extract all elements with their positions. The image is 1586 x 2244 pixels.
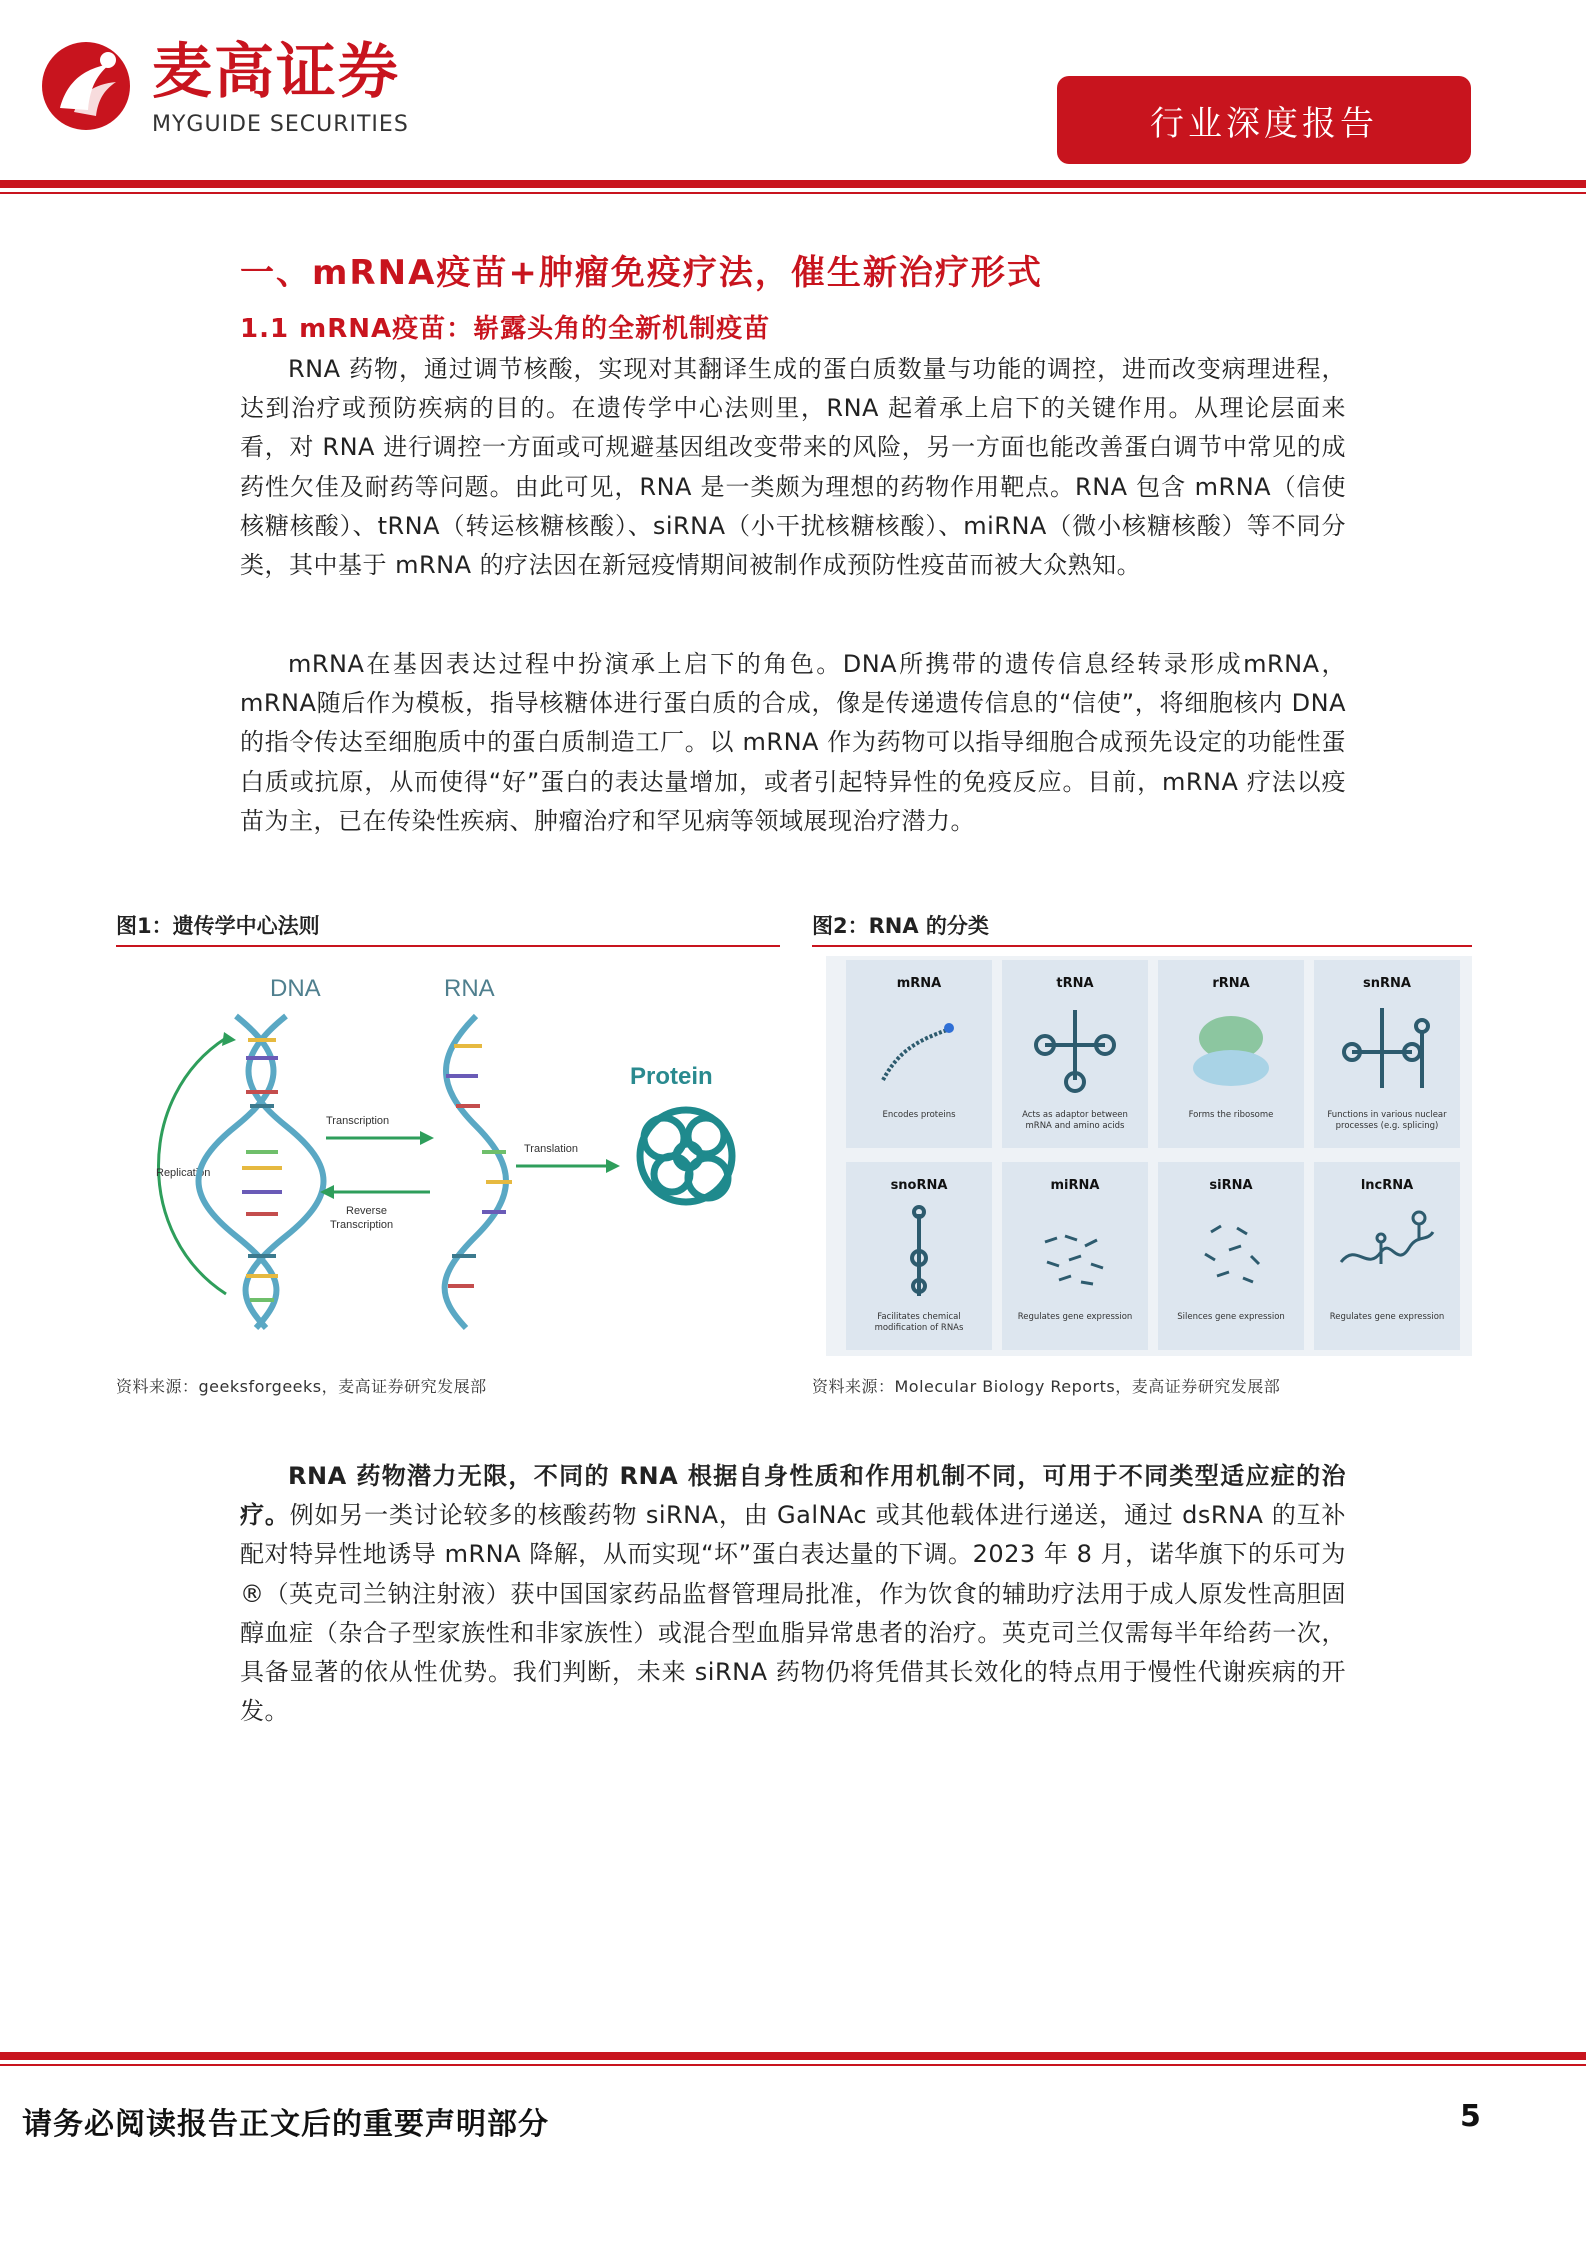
figure2-title: 图2：RNA 的分类 (812, 914, 989, 938)
figure1-title-rule (116, 945, 780, 947)
rna-card-name: snRNA (1363, 976, 1411, 991)
figure2-rna-classification-grid (826, 956, 1472, 1356)
rna-card-snrna (1314, 960, 1460, 1148)
rna-card-name: lncRNA (1360, 1178, 1414, 1193)
protein-label: Protein (630, 1063, 713, 1090)
rna-card-desc: Silences gene expression (1177, 1312, 1285, 1322)
page-number: 5 (1460, 2099, 1481, 2134)
rna-card-snorna (846, 1162, 992, 1350)
snrna-icon (1337, 1000, 1437, 1100)
rna-strand (445, 1016, 512, 1328)
reverse-transcription-label: Transcription (330, 1219, 394, 1231)
rna-card-lncrna (1314, 1162, 1460, 1350)
mrna-icon (869, 1000, 969, 1100)
rna-card-name: rRNA (1212, 976, 1250, 991)
dna-helix (199, 1016, 324, 1328)
transcription-arrowhead (420, 1131, 434, 1145)
rna-card-name: snoRNA (890, 1178, 948, 1193)
figure1-title: 图1：遗传学中心法则 (116, 914, 320, 938)
body-paragraph-3-rest: 例如另一类讨论较多的核酸药物 siRNA，由 GalNAc 或其他载体进行递送，通过 dsRNA 的互补配对特异性地诱导 mRNA 降解，从而实现“坏”蛋白表达量的下调。2023 年 8 月，诺华旗下的乐可为®（英克司兰钠注射液）获中国国家药品监督管理局批准，作为饮食的辅助疗法用于成人原发性高胆固醇血症（杂合子型家族性和非家族性）或混合型血脂异常患者的治疗。英克司兰仅需每半年给药一次，具备显著的依从性优势。我们判断，未来 siRNA 药物仍将凭借其长效化的特点用于慢性代谢疾病的开发。 (240, 1501, 1346, 1726)
brand-name-cn: 麦高证券 (152, 37, 400, 107)
disclaimer-note: 请务必阅读报告正文后的重要声明部分 (22, 2107, 549, 2142)
rna-card-name: siRNA (1209, 1178, 1253, 1193)
figure2-title-rule (812, 945, 1472, 947)
rna-card-desc: Forms the ribosome (1188, 1110, 1274, 1120)
rna-card-name: mRNA (896, 976, 942, 991)
brand-name-en: MYGUIDE SECURITIES (152, 112, 409, 137)
protein-blob (640, 1110, 732, 1202)
rna-card-desc: Acts as adaptor between mRNA and amino acids (1022, 1110, 1128, 1131)
rna-card-rrna (1158, 960, 1304, 1148)
dna-label: DNA (270, 975, 321, 1002)
header-divider-thin (0, 192, 1586, 194)
section-heading: 一、mRNA疫苗+肿瘤免疫疗法，催生新治疗形式 (240, 253, 1043, 293)
body-paragraph-2: mRNA在基因表达过程中扮演承上启下的角色。DNA所携带的遗传信息经转录形成mRNA，mRNA随后作为模板，指导核糖体进行蛋白质的合成，像是传递遗传信息的“信使”，将细胞核内 DNA 的指令传达至细胞质中的蛋白质制造工厂。以 mRNA 作为药物可以指导细胞合成预先设定的功能性蛋白质或抗原，从而使得“好”蛋白的表达量增加，或者引起特异性的免疫反应。目前，mRNA 疗法以疫苗为主，已在传染性疾病、肿瘤治疗和罕见病等领域展现治疗潜力。 (240, 650, 1346, 835)
rna-card-mrna (846, 960, 992, 1148)
rna-card-desc: Facilitates chemical modification of RNAs (874, 1312, 964, 1333)
subsection-heading: 1.1 mRNA疫苗：崭露头角的全新机制疫苗 (240, 314, 771, 344)
rna-card-desc: Functions in various nuclear processes (e.g. splicing) (1327, 1110, 1447, 1131)
trna-icon (1025, 1000, 1125, 1100)
rna-label: RNA (444, 975, 495, 1002)
rna-card-mirna (1002, 1162, 1148, 1350)
translation-arrowhead (606, 1159, 620, 1173)
rna-card-desc: Regulates gene expression (1329, 1312, 1445, 1322)
replication-arrow (159, 1038, 227, 1294)
reverse-label: Reverse (346, 1205, 387, 1217)
sirna-icon (1181, 1202, 1281, 1302)
rna-card-desc: Encodes proteins (882, 1110, 956, 1120)
rna-card-name: tRNA (1056, 976, 1094, 991)
mirna-icon (1025, 1202, 1125, 1302)
figure1-central-dogma-diagram (116, 956, 780, 1356)
replication-label: Replication (156, 1167, 211, 1179)
replication-arrowhead (222, 1032, 236, 1046)
footer-divider-thin (0, 2064, 1586, 2066)
body-paragraph-3 (240, 1457, 1346, 1731)
rna-card-sirna (1158, 1162, 1304, 1350)
translation-label: Translation (524, 1143, 579, 1155)
rna-card-trna (1002, 960, 1148, 1148)
lncrna-icon (1337, 1202, 1437, 1302)
company-logo-mark (38, 38, 134, 134)
snorna-icon (869, 1202, 969, 1302)
header-divider (0, 180, 1586, 188)
report-type-badge: 行业深度报告 (1057, 76, 1471, 164)
rna-card-desc: Regulates gene expression (1017, 1312, 1133, 1322)
footer-divider (0, 2052, 1586, 2060)
rna-card-name: miRNA (1050, 1178, 1100, 1193)
figure1-source: 资料来源：geeksforgeeks，麦高证券研究发展部 (116, 1377, 487, 1396)
transcription-label: Transcription (326, 1115, 390, 1127)
rrna-ribosome-icon (1181, 1000, 1281, 1100)
body-paragraph-3-lead: RNA 药物潜力无限，不同的 RNA 根据自身性质和作用机制不同，可用于不同类型适应症的治疗。 (240, 1462, 1346, 1530)
figure2-source: 资料来源：Molecular Biology Reports，麦高证券研究发展部 (812, 1377, 1281, 1396)
body-paragraph-1: RNA 药物，通过调节核酸，实现对其翻译生成的蛋白质数量与功能的调控，进而改变病理进程，达到治疗或预防疾病的目的。在遗传学中心法则里，RNA 起着承上启下的关键作用。从理论层面来看，对 RNA 进行调控一方面或可规避基因组改变带来的风险，另一方面也能改善蛋白调节中常见的成药性欠佳及耐药等问题。由此可见，RNA 是一类颇为理想的药物作用靶点。RNA 包含 mRNA（信使核糖核酸）、tRNA（转运核糖核酸）、siRNA（小干扰核糖核酸）、miRNA（微小核糖核酸）等不同分类，其中基于 mRNA 的疗法因在新冠疫情期间被制作成预防性疫苗而被大众熟知。 (240, 355, 1346, 580)
